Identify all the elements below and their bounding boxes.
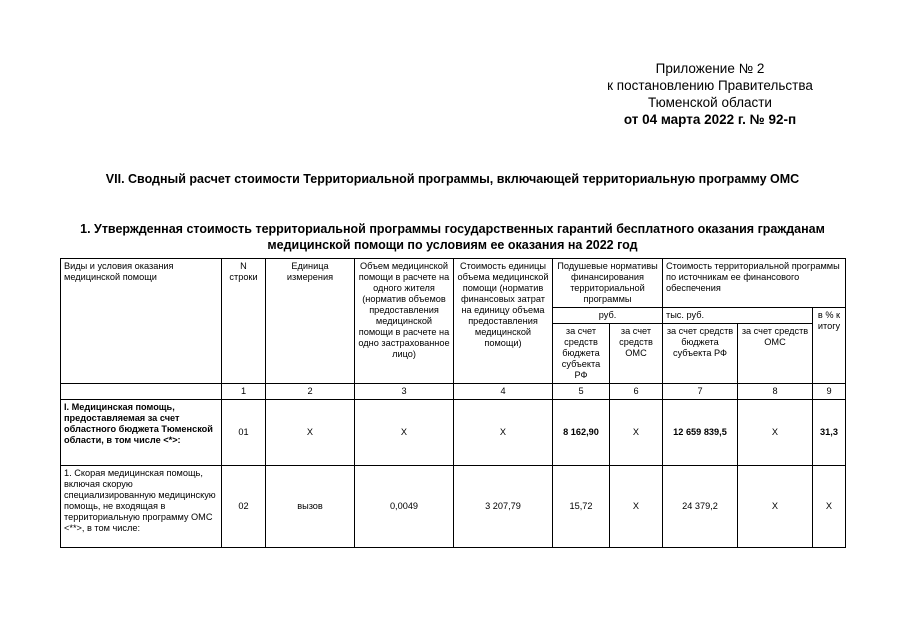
row-percap-budget: 15,72: [553, 466, 610, 548]
row-unit: вызов: [266, 466, 355, 548]
row-percent: 31,3: [813, 400, 846, 466]
header-thousand-rub: тыс. руб.: [663, 308, 813, 324]
row-total-oms: Х: [738, 400, 813, 466]
table-row: [61, 466, 846, 548]
header-unit-cost: Стоимость единицы объема медицинской помощи (норматив финансовых затрат на единицу объема предоставления медицинской помощи): [454, 259, 553, 384]
column-number-row: [61, 384, 846, 400]
column-number: 6: [610, 384, 663, 400]
column-number: 3: [355, 384, 454, 400]
cost-table: [60, 258, 846, 548]
region-label: Тюменской области: [648, 95, 772, 110]
header-percap-budget: за счет средств бюджета субъекта РФ: [553, 324, 610, 384]
header-total-oms: за счет средств ОМС: [738, 324, 813, 384]
resolution-date: от 04 марта 2022 г. № 92-п: [623, 112, 797, 127]
column-number: 7: [663, 384, 738, 400]
row-line: 02: [222, 466, 266, 548]
row-percent: Х: [813, 466, 846, 548]
row-total-budget: 24 379,2: [663, 466, 738, 548]
row-line: 01: [222, 400, 266, 466]
row-total-budget: 12 659 839,5: [663, 400, 738, 466]
row-name: 1. Скорая медицинская помощь, включая скорую специализированную медицинскую помощь, не входящая в территориальную программу ОМС <**>, в том числе:: [61, 466, 222, 548]
header-line-number: N строки: [222, 259, 266, 384]
header-rub: руб.: [553, 308, 663, 324]
column-number-empty: [61, 384, 222, 400]
column-number: 2: [266, 384, 355, 400]
header-percent: в % к итогу: [813, 308, 846, 384]
column-number: 4: [454, 384, 553, 400]
row-total-oms: Х: [738, 466, 813, 548]
table-row: [61, 400, 846, 466]
header-program-cost: Стоимость территориальной программы по источникам ее финансового обеспечения: [663, 259, 846, 308]
row-unit: Х: [266, 400, 355, 466]
column-number: 1: [222, 384, 266, 400]
header-type: Виды и условия оказания медицинской помощи: [61, 259, 222, 384]
row-volume: Х: [355, 400, 454, 466]
row-name: I. Медицинская помощь, предоставляемая за счет областного бюджета Тюменской области, в том числе <*>:: [61, 400, 222, 466]
row-cost: 3 207,79: [454, 466, 553, 548]
header-per-capita: Подушевые нормативы финансирования территориальной программы: [553, 259, 663, 308]
resolution-label: к постановлению Правительства: [607, 78, 813, 93]
header-row-1: [61, 259, 846, 308]
column-number: 8: [738, 384, 813, 400]
header-volume: Объем медицинской помощи в расчете на одного жителя (норматив объемов предоставления медицинской помощи в расчете на одно застрахованное лицо): [355, 259, 454, 384]
column-number: 5: [553, 384, 610, 400]
document-header: [560, 60, 860, 128]
header-percap-oms: за счет средств ОМС: [610, 324, 663, 384]
row-percap-budget: 8 162,90: [553, 400, 610, 466]
table-title: 1. Утвержденная стоимость территориальной программы государственных гарантий бесплатного оказания гражданам медицинской помощи по условиям ее оказания на 2022 год: [80, 222, 825, 252]
row-cost: Х: [454, 400, 553, 466]
column-number: 9: [813, 384, 846, 400]
header-total-budget: за счет средств бюджета субъекта РФ: [663, 324, 738, 384]
row-percap-oms: Х: [610, 400, 663, 466]
row-percap-oms: Х: [610, 466, 663, 548]
row-volume: 0,0049: [355, 466, 454, 548]
section-title: VII. Сводный расчет стоимости Территориальной программы, включающей территориальную программу ОМС: [105, 172, 800, 186]
header-unit: Единица измерения: [266, 259, 355, 384]
appendix-label: Приложение № 2: [655, 61, 765, 76]
